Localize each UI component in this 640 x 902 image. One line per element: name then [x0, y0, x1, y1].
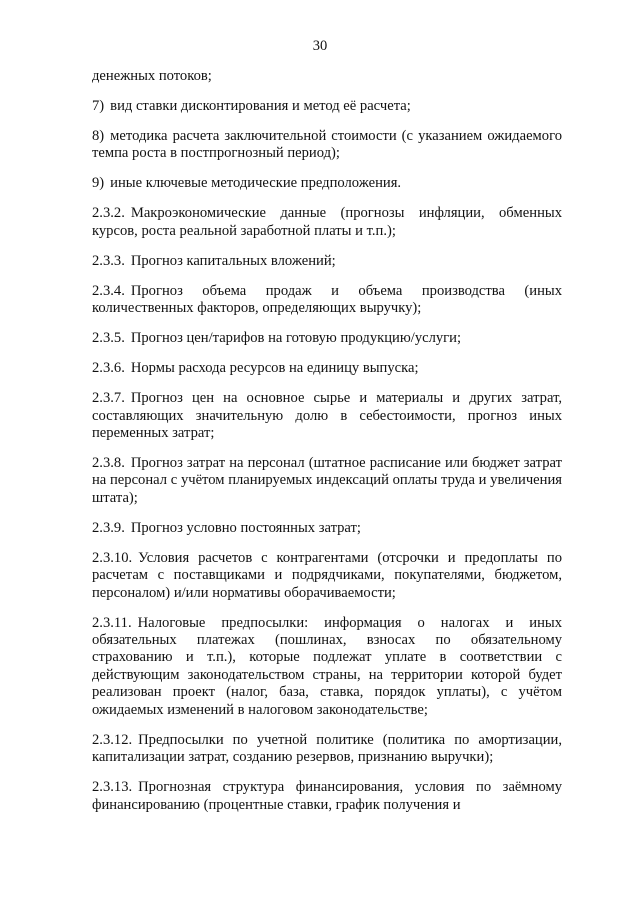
paragraph-text: Прогноз объема продаж и объема производства (иных количественных факторов, определяющих выручку); [92, 282, 562, 317]
paragraph-text: Условия расчетов с контрагентами (отсрочки и предоплаты по расчетам с поставщиками и подрядчиками, покупателями, бюджетом, персоналом) и/или нормативы оборачиваемости; [92, 549, 562, 601]
item-number: 2.3.2. [92, 205, 125, 222]
item-number: 2.3.6. [92, 360, 125, 377]
paragraph-text: Прогноз капитальных вложений; [130, 252, 336, 269]
section-item [92, 253, 562, 270]
item-number: 7) [92, 98, 105, 114]
item-number: 2.3.9. [92, 519, 125, 536]
item-number: 2.3.8. [92, 455, 125, 472]
item-number: 2.3.7. [92, 390, 125, 407]
section-item [92, 455, 562, 507]
paragraph-text: Прогноз цен на основное сырье и материалы и других затрат, составляющих значительную долю в себестоимости, прогноз иных переменных затрат; [92, 390, 562, 442]
paragraph-text: Прогнозная структура финансирования, условия по заёмному финансированию (процентные ставки, график получения и [92, 779, 562, 813]
section-item [92, 283, 562, 318]
section-item [92, 615, 562, 719]
section-item [92, 520, 562, 537]
section-item [92, 205, 562, 240]
page-number: 30 [312, 38, 328, 54]
list-item [92, 98, 562, 115]
paragraph-text: Прогноз условно постоянных затрат; [130, 519, 361, 536]
paragraph-text: Нормы расхода ресурсов на единицу выпуска; [130, 360, 419, 377]
item-number: 2.3.5. [92, 330, 125, 347]
list-item [92, 175, 562, 192]
paragraph-text: Макроэкономические данные (прогнозы инфляции, обменных курсов, роста реальной заработной платы и т.п.); [92, 205, 562, 239]
section-item [92, 360, 562, 377]
paragraph-text: иные ключевые методические предположения. [110, 175, 402, 192]
paragraph-text: Прогноз затрат на персонал (штатное расписание или бюджет затрат на персонал с учётом планируемых индексаций оплаты труда и увеличения штата); [92, 455, 562, 506]
item-number: 2.3.3. [92, 252, 125, 269]
item-number: 2.3.13. [92, 779, 133, 796]
item-number: 8) [92, 128, 105, 144]
paragraph-text: Налоговые предпосылки: информация о налогах и иных обязательных платежах (пошлинах, взносах по обязательному страхованию и т.п.), которые подлежат уплате в соответствии с действующим законодательством страны, на территории которой будет реализован проект (налог, база, ставка, порядок уплаты), с учётом ожидаемых изменений в налоговом законодательстве; [92, 614, 562, 718]
section-item [92, 550, 562, 602]
paragraph-text: денежных потоков; [92, 68, 212, 84]
paragraph-text: Прогноз цен/тарифов на готовую продукцию/услуги; [130, 330, 462, 347]
item-number: 2.3.10. [92, 549, 133, 566]
paragraph-text: вид ставки дисконтирования и метод её расчета; [110, 98, 411, 114]
section-item [92, 732, 562, 767]
paragraph-continuation [92, 68, 562, 85]
list-item [92, 128, 562, 163]
document-body [92, 68, 562, 814]
section-item [92, 779, 562, 814]
item-number: 2.3.11. [92, 614, 132, 631]
paragraph-text: Предпосылки по учетной политике (политика по амортизации, капитализации затрат, созданию резервов, признанию выручки); [92, 731, 562, 766]
section-item [92, 390, 562, 442]
section-item [92, 330, 562, 347]
item-number: 2.3.4. [92, 282, 125, 299]
item-number: 2.3.12. [92, 731, 133, 748]
paragraph-text: методика расчета заключительной стоимости (с указанием ожидаемого темпа роста в постпрогнозный период); [92, 128, 562, 162]
item-number: 9) [92, 175, 105, 192]
